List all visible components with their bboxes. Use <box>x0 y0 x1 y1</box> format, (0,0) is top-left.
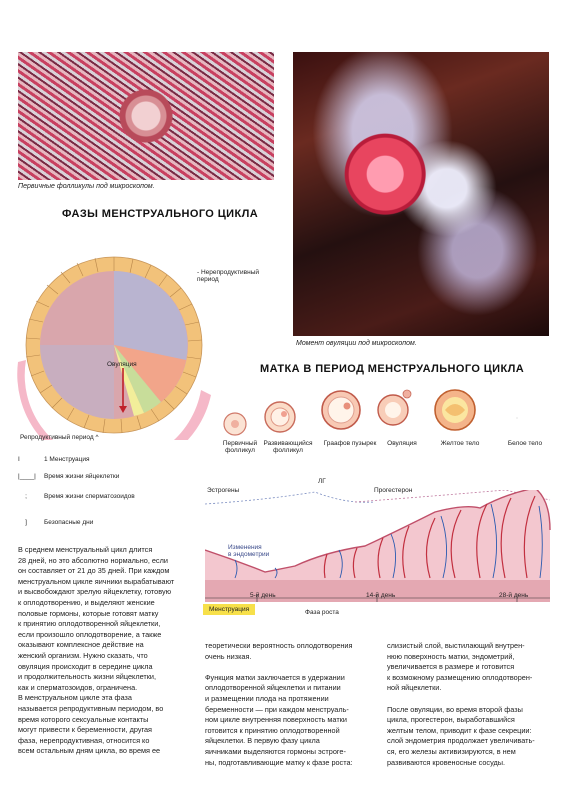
legend-mark: ; <box>25 492 27 500</box>
ovulation-micrograph-caption: Момент овуляции под микроскопом. <box>296 340 417 347</box>
primary-follicles-caption: Первичные фолликулы под микроскопом. <box>18 183 155 190</box>
ovulation-micrograph <box>293 52 549 336</box>
legend-text: Безопасные дни <box>44 518 94 526</box>
day5-label: 5-й день <box>250 592 276 599</box>
legend-item <box>18 514 208 530</box>
estrogen-curve <box>205 492 375 504</box>
cycle-legend <box>18 452 208 530</box>
stage-graafian-follicle <box>322 391 360 429</box>
nonreproductive-label: - Нерепродуктивный период <box>197 269 260 283</box>
cycle-section-title: ФАЗЫ МЕНСТРУАЛЬНОГО ЦИКЛА <box>62 208 259 220</box>
uterus-section-title: МАТКА В ПЕРИОД МЕНСТРУАЛЬНОГО ЦИКЛА <box>260 363 525 375</box>
legend-text: 1 Менструация <box>44 455 90 463</box>
legend-text: Время жизни яйцеклетки <box>44 472 120 480</box>
legend-mark: I <box>18 455 20 463</box>
day14-label: 14-й день <box>366 592 396 599</box>
stage-ovulation <box>378 390 411 425</box>
stage-primary-follicle <box>224 413 246 435</box>
menstruation-label: Менструация <box>203 604 255 615</box>
legend-item <box>18 488 208 504</box>
lh-label: ЛГ <box>318 478 326 485</box>
follicle-stages-row <box>205 384 555 444</box>
cycle-circle-diagram <box>16 250 216 440</box>
progesterone-label: Прогестерон <box>374 487 413 494</box>
stage-label-primary: Первичный фолликул <box>222 440 258 454</box>
stage-label-developing: Развивающийся фолликул <box>263 440 313 454</box>
legend-mark: ] <box>25 518 27 526</box>
legend-item <box>18 468 208 484</box>
text-column-3: слизистый слой, выстилающий внутрен- нюю поверхность матки, эндометрий, увеличивается в размере и готовится к возможному размещению оплодотворен- ной яйцеклетки. После овуляции, во время второй фазы цикла, прогестерон, выработавшийся желтым телом, приводит к фазе секреции: слой эндометрия продолжает увеличивать- ся, его железы активизируются, в нем развиваются кровеносные сосуды. <box>387 641 535 767</box>
stage-corpus-luteum <box>435 390 475 430</box>
stage-label-graafian: Граафов пузырек <box>323 440 377 447</box>
safe-days-sector <box>40 345 114 419</box>
legend-item <box>18 452 208 466</box>
growth-phase-label: Фаза роста <box>305 609 339 616</box>
estrogens-label: Эстрогены <box>207 487 240 494</box>
reproductive-label: Репродуктивный период ^ <box>20 434 99 441</box>
stage-developing-follicle <box>265 402 295 432</box>
day28-label: 28-й день <box>499 592 529 599</box>
stage-label-corpus-albicans: Белое тело <box>507 440 543 447</box>
primary-follicles-micrograph <box>18 52 274 180</box>
stage-label-ovulation: Овуляция <box>387 440 417 447</box>
stage-label-corpus-luteum: Желтое тело <box>440 440 480 447</box>
endometrium-changes-label: Изменения в эндометрии <box>228 544 270 558</box>
text-column-1: В среднем менструальный цикл длится 28 дней, но это абсолютно нормально, если он составляет от 21 до 35 дней. При каждом менструальном цикле яичники вырабатывают и высвобождают зрелую яйцеклетку, готовую к оплодотворению, и выделяют женские половые гормоны, которые готовят матку к принятию оплодотворенной яйцеклетки, если произошло оплодотворение, а также оказывают комплексное действие на женский организм. Нужно сказать, что овуляция происходит в середине цикла и продолжительность жизни яйцеклетки, как и сперматозоидов, ограничена. В менструальном цикле эта фаза называется репродуктивным периодом, во время которого сексуальные контакты могут привести к беременности, другая фаза, нерепродуктивная, относится ко всем остальным дням цикла, во время ее <box>18 545 175 756</box>
ovulation-label: Овуляция <box>107 361 137 368</box>
stage-corpus-albicans <box>516 417 518 419</box>
legend-mark: |____| <box>18 472 36 480</box>
legend-text: Время жизни сперматозоидов <box>44 492 135 500</box>
text-column-2: теоретически вероятность оплодотворения очень низкая. Функция матки заключается в удержании оплодотворенной яйцеклетки и питании и размещении плода на протяжении беременности — при каждом менструаль- ном цикле внутренняя поверхность матки готовится к принятию оплодотворенной яйцеклетки. В первую фазу цикла яичниками выделяются гормоны эстроге- ны, подготавливающие матку к фазе роста: <box>205 641 353 767</box>
